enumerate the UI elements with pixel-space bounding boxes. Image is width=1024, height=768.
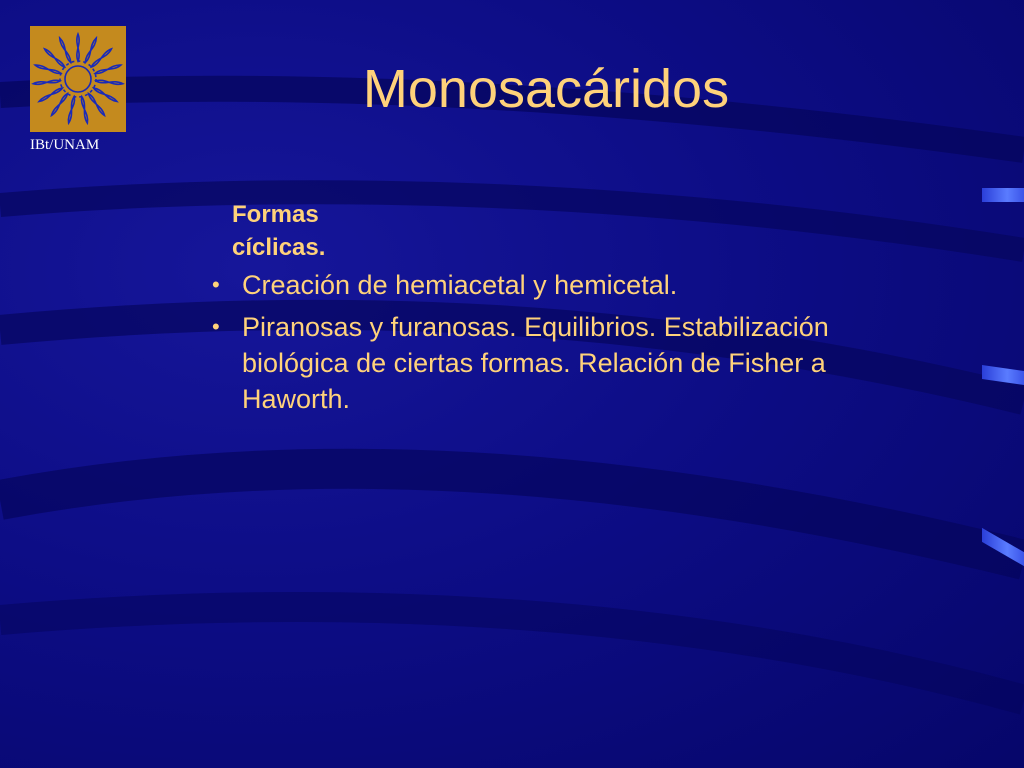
bullet-item xyxy=(212,267,932,303)
bullet-text: Piranosas y furanosas. Equilibrios. Estabilización biológica de ciertas formas. Relación de Fisher a Haworth. xyxy=(242,312,829,414)
bullet-marker: • xyxy=(212,314,220,339)
bullet-item xyxy=(212,309,932,417)
slide-title: Monosacáridos xyxy=(362,59,730,119)
slide-subtitle: Formas cíclicas. xyxy=(232,201,326,261)
bullet-marker: • xyxy=(212,272,220,297)
logo-caption: IBt/UNAM xyxy=(30,137,100,153)
bullet-text: Creación de hemiacetal y hemicetal. xyxy=(242,270,678,300)
bullet-list xyxy=(212,267,932,423)
decorative-side-tab xyxy=(982,188,1024,202)
